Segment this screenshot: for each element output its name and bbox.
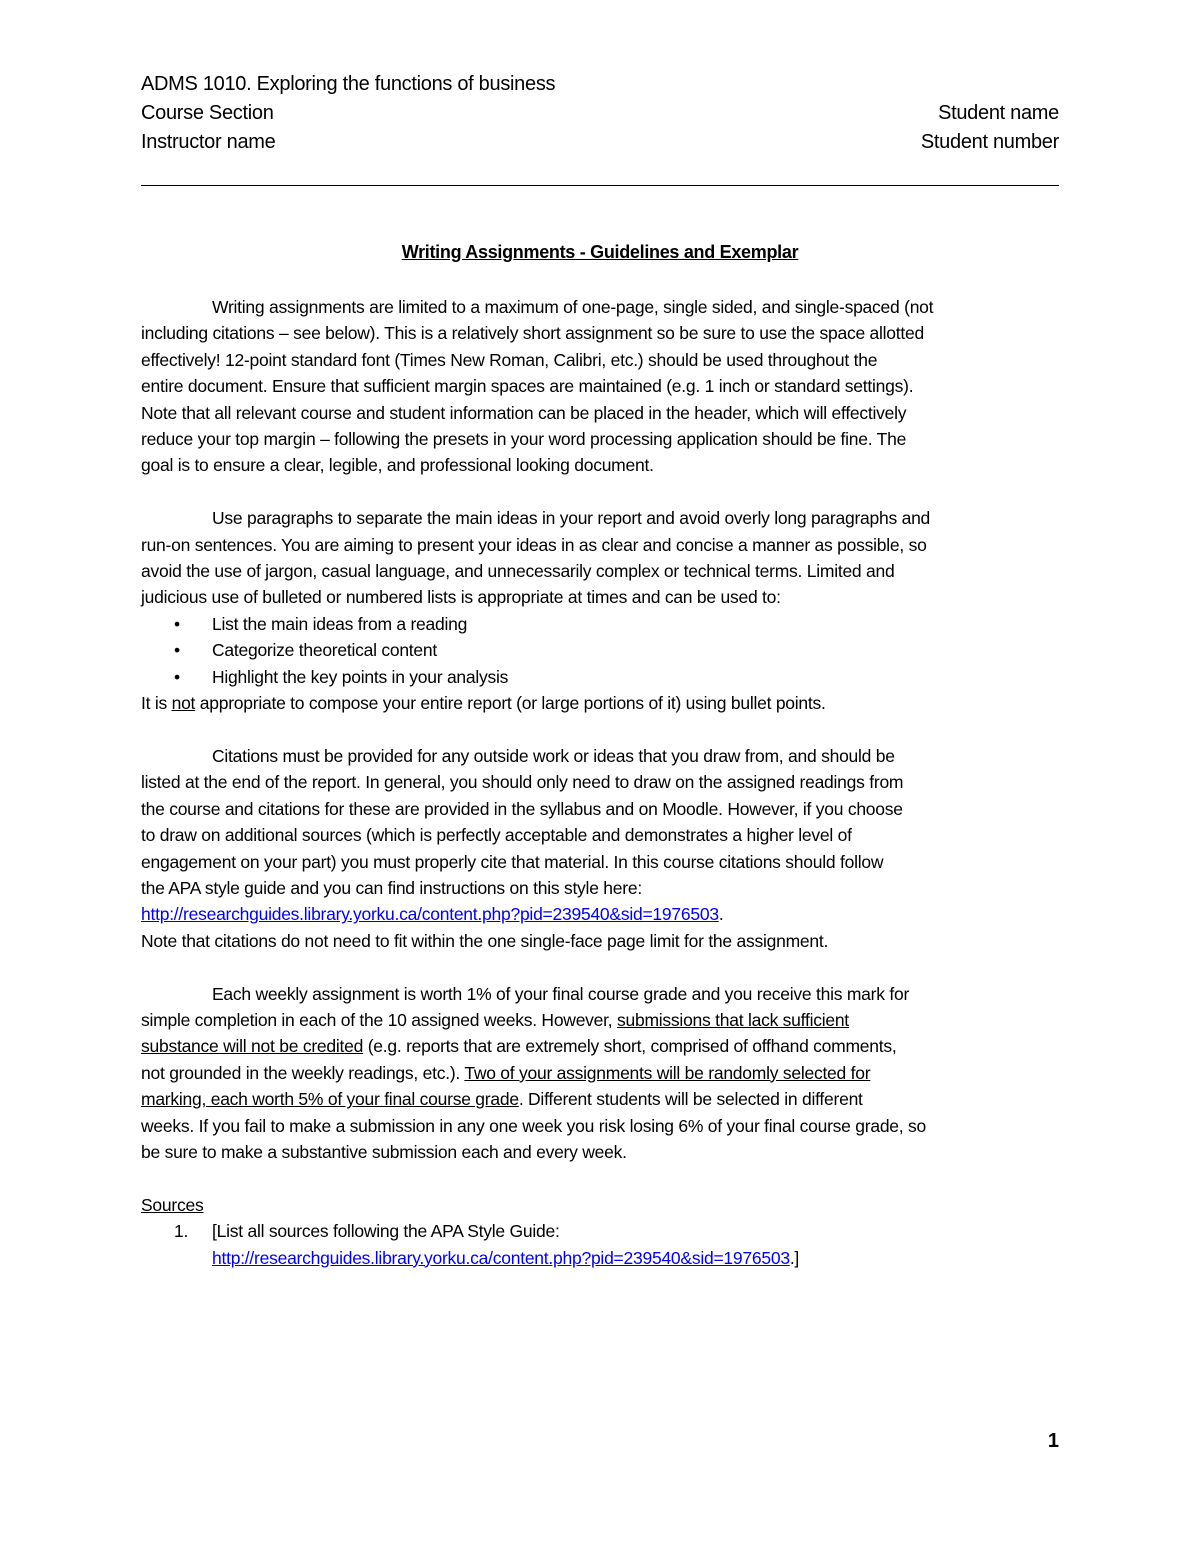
- header-divider: [141, 185, 1059, 186]
- student-number: Student number: [920, 131, 1059, 153]
- list-item: • Highlight the key points in your analysis: [141, 664, 1059, 690]
- course-title: ADMS 1010. Exploring the functions of business: [141, 73, 556, 95]
- paragraph-style-guidelines: Use paragraphs to separate the main ideas in your report and avoid overly long paragraphs and run-on sentences. You are aiming to present your ideas in as clear and concise a manner as possible, so avoid the use of jargon, casual language, and unnecessarily complex or technical terms. Limited and judicious use of bulleted or numbered lists is appropriate at times and can be used to:: [141, 508, 931, 608]
- document-body: [141, 294, 1059, 1271]
- paragraph-format-guidelines: Writing assignments are limited to a maximum of one-page, single sided, and single-spaced (not including citations – see below). This is a relatively short assignment so be sure to use the space allotted effectively! 12-point standard font (Times New Roman, Calibri, etc.) should be used throughout the entire document. Ensure that sufficient margin spaces are maintained (e.g. 1 inch or standard settings). Note that all relevant course and student information can be placed in the header, which will effectively reduce your top margin – following the presets in your word processing application should be fine. The goal is to ensure a clear, legible, and professional looking document.: [141, 297, 934, 476]
- page-number: 1: [1047, 1430, 1059, 1452]
- document-title: Writing Assignments - Guidelines and Exemplar: [401, 242, 799, 262]
- bullet-list: [141, 611, 1059, 690]
- apa-guide-link[interactable]: http://researchguides.library.yorku.ca/content.php?pid=239540&sid=1976503: [141, 904, 719, 925]
- bullet-icon: •: [174, 666, 180, 687]
- list-item: 1. [List all sources following the APA Style Guide: http://researchguides.library.yorku.ca/content.php?pid=239540&sid=1976503.]: [141, 1218, 1059, 1271]
- paragraph-grading: Each weekly assignment is worth 1% of your final course grade and you receive this mark for simple completion in each of the 10 assigned weeks. However, submissions that lack sufficient substance will not be credited (e.g. reports that are extremely short, comprised of offhand comments, not grounded in the weekly readings, etc.). Two of your assignments will be randomly selected for marking, each worth 5% of your final course grade. Different students will be selected in different weeks. If you fail to make a submission in any one week you risk losing 6% of your final course grade, so be sure to make a substantive submission each and every week.: [141, 983, 926, 1162]
- student-name: Student name: [938, 102, 1059, 124]
- list-item: • Categorize theoretical content: [141, 637, 1059, 663]
- bullet-icon: •: [174, 640, 180, 661]
- bullet-usage-note: It is not appropriate to compose your entire report (or large portions of it) using bullet points.: [141, 693, 826, 714]
- apa-guide-link[interactable]: http://researchguides.library.yorku.ca/content.php?pid=239540&sid=1976503: [212, 1247, 790, 1268]
- paragraph-citations: Citations must be provided for any outside work or ideas that you draw from, and should be listed at the end of the report. In general, you should only need to draw on the assigned readings from the course and citations for these are provided in the syllabus and on Moodle. However, if you choose to draw on additional sources (which is perfectly acceptable and demonstrates a higher level of engagement on your part) you must properly cite that material. In this course citations should follow the APA style guide and you can find instructions on this style here:: [141, 745, 904, 898]
- list-item: • List the main ideas from a reading: [141, 611, 1059, 637]
- sources-heading: Sources: [141, 1194, 204, 1215]
- bullet-icon: •: [174, 613, 180, 634]
- page-header: [141, 70, 1059, 157]
- list-number: 1.: [174, 1221, 189, 1242]
- course-section: Course Section: [141, 102, 274, 124]
- citation-note: Note that citations do not need to fit within the one single-face page limit for the assignment.: [141, 930, 829, 951]
- citation-link-line: http://researchguides.library.yorku.ca/content.php?pid=239540&sid=1976503.: [141, 904, 724, 925]
- sources-list: [141, 1218, 1059, 1271]
- instructor-name: Instructor name: [141, 131, 276, 153]
